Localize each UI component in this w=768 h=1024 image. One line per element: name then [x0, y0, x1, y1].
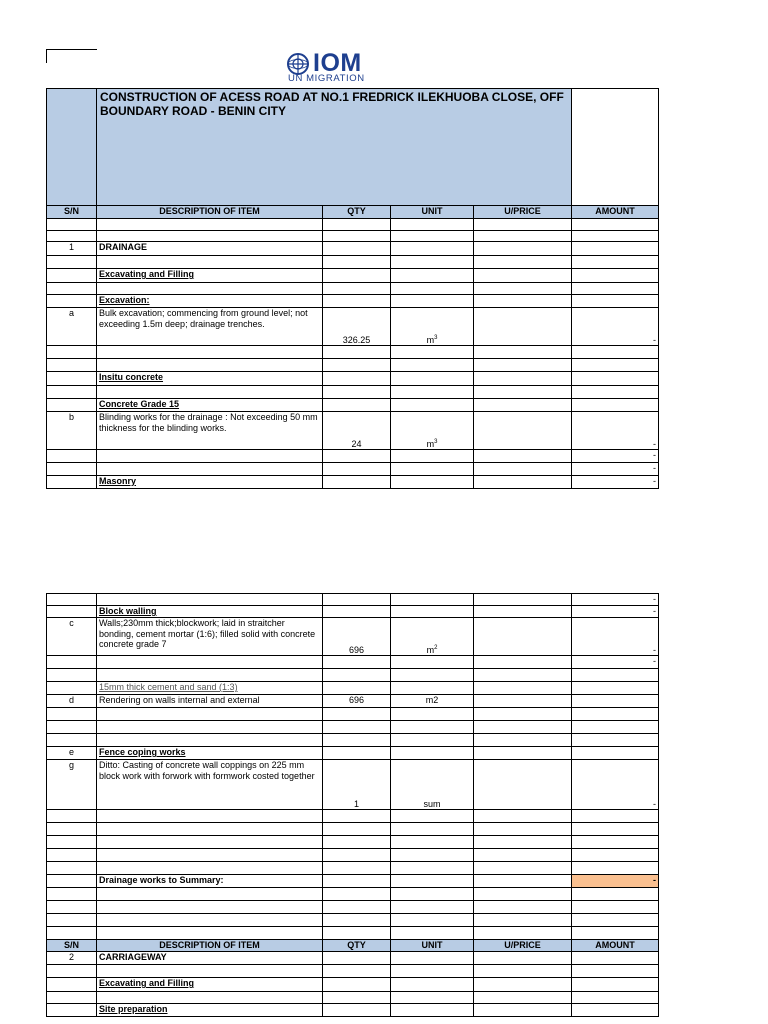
table-row — [47, 708, 659, 721]
table-row — [47, 359, 659, 372]
item-unit: $m^2$ — [391, 618, 474, 656]
table-row — [47, 914, 659, 927]
summary-amount: - — [572, 875, 659, 888]
item-unit: sum — [391, 760, 474, 810]
table-row — [47, 927, 659, 940]
table-row — [47, 875, 659, 888]
header-unit: UNIT — [391, 206, 474, 219]
subheading: Excavating and Filling — [97, 978, 323, 992]
table-row — [47, 747, 659, 760]
header-uprice: U/PRICE — [474, 206, 572, 219]
item-qty: 24 — [323, 412, 391, 450]
item-sn: g — [47, 760, 97, 810]
section-number: 1 — [47, 242, 97, 256]
table-row — [47, 952, 659, 965]
subheading: Masonry — [97, 476, 323, 489]
item-unit: $m^3$ — [391, 412, 474, 450]
table-row — [47, 242, 659, 256]
item-amount: - — [572, 618, 659, 656]
table-row — [47, 721, 659, 734]
item-sn: e — [47, 747, 97, 760]
table-row: - — [47, 594, 659, 606]
subheading: Insitu concrete — [97, 372, 323, 386]
table-row — [47, 682, 659, 695]
bill-table-drainage — [46, 88, 659, 489]
item-amount: - — [572, 412, 659, 450]
subheading: Fence coping works — [97, 747, 323, 760]
column-header-row — [47, 206, 659, 219]
iom-logo — [287, 51, 383, 85]
item-sn: a — [47, 308, 97, 346]
header-uprice: U/PRICE — [474, 940, 572, 952]
item-qty: 1 — [323, 760, 391, 810]
table-row — [47, 888, 659, 901]
header-description: DESCRIPTION OF ITEM — [97, 206, 323, 219]
table-row — [47, 849, 659, 862]
header-amount: AMOUNT — [572, 206, 659, 219]
subheading: Excavating and Filling — [97, 269, 323, 283]
table-row: Masonry - — [47, 476, 659, 489]
table-row — [47, 283, 659, 295]
table-row — [47, 269, 659, 283]
table-row — [47, 618, 659, 656]
table-row: - — [47, 656, 659, 669]
header-amount: AMOUNT — [572, 940, 659, 952]
logo-wordmark: IOM — [313, 49, 362, 77]
table-row — [47, 308, 659, 346]
table-row — [47, 346, 659, 359]
item-description: Walls;230mm thick;blockwork; laid in straitcher bonding, cement mortar (1:6); filled solid with concrete concrete grade 7 — [97, 618, 323, 656]
un-globe-icon — [287, 53, 309, 75]
table-row — [47, 760, 659, 810]
item-qty: 326.25 — [323, 308, 391, 346]
title-blank-cell — [47, 89, 97, 206]
item-description: Blinding works for the drainage : Not exceeding 50 mm thickness for the blinding works. — [97, 412, 323, 450]
table-row — [47, 1004, 659, 1017]
table-row — [47, 810, 659, 823]
item-qty: 696 — [323, 618, 391, 656]
logo-tagline: UN MIGRATION — [288, 73, 365, 84]
table-row: Block walling - — [47, 606, 659, 618]
item-sn: d — [47, 695, 97, 708]
table-row — [47, 412, 659, 450]
table-row — [47, 695, 659, 708]
table-row — [47, 823, 659, 836]
header-qty: QTY — [323, 206, 391, 219]
table-row — [47, 978, 659, 992]
header-qty: QTY — [323, 940, 391, 952]
table-row — [47, 992, 659, 1004]
table-row — [47, 295, 659, 308]
table-row — [47, 836, 659, 849]
table-row — [47, 901, 659, 914]
header-description: DESCRIPTION OF ITEM — [97, 940, 323, 952]
table-row — [47, 734, 659, 747]
item-description: Bulk excavation; commencing from ground level; not exceeding 1.5m deep; drainage trenches. — [97, 308, 323, 346]
table-row — [47, 386, 659, 399]
table-row — [47, 965, 659, 978]
section-heading: CARRIAGEWAY — [97, 952, 323, 965]
table-row — [47, 372, 659, 386]
table-row — [47, 669, 659, 682]
subheading: Excavation: — [97, 295, 323, 308]
header-unit: UNIT — [391, 940, 474, 952]
item-sn: c — [47, 618, 97, 656]
item-unit: m2 — [391, 695, 474, 708]
subheading: Block walling — [97, 606, 323, 618]
item-qty: 696 — [323, 695, 391, 708]
header-sn: S/N — [47, 940, 97, 952]
summary-label: Drainage works to Summary: — [97, 875, 323, 888]
table-row — [47, 231, 659, 242]
table-row — [47, 862, 659, 875]
item-unit: $m^3$ — [391, 308, 474, 346]
item-amount: - — [572, 308, 659, 346]
column-header-row — [47, 940, 659, 952]
subheading: 15mm thick cement and sand (1:3) — [97, 682, 323, 695]
section-number: 2 — [47, 952, 97, 965]
item-amount: - — [572, 760, 659, 810]
item-description: Ditto: Casting of concrete wall coppings on 225 mm block work with forwork with formwork costed together — [97, 760, 323, 810]
header-sn: S/N — [47, 206, 97, 219]
project-title: CONSTRUCTION OF ACESS ROAD AT NO.1 FREDRICK ILEKHUOBA CLOSE, OFF BOUNDARY ROAD - BENIN CITY — [97, 89, 572, 206]
item-sn: b — [47, 412, 97, 450]
table-row: - — [47, 450, 659, 463]
table-row — [47, 256, 659, 269]
subheading: Site preparation — [97, 1004, 323, 1017]
subheading: Concrete Grade 15 — [97, 399, 323, 412]
table-row — [47, 399, 659, 412]
title-right-cell — [572, 89, 659, 206]
item-description: Rendering on walls internal and external — [97, 695, 323, 708]
table-row: - — [47, 463, 659, 476]
table-row — [47, 219, 659, 231]
page-corner-mark — [46, 49, 97, 63]
section-heading: DRAINAGE — [97, 242, 323, 256]
bill-table-continued — [46, 593, 659, 1017]
